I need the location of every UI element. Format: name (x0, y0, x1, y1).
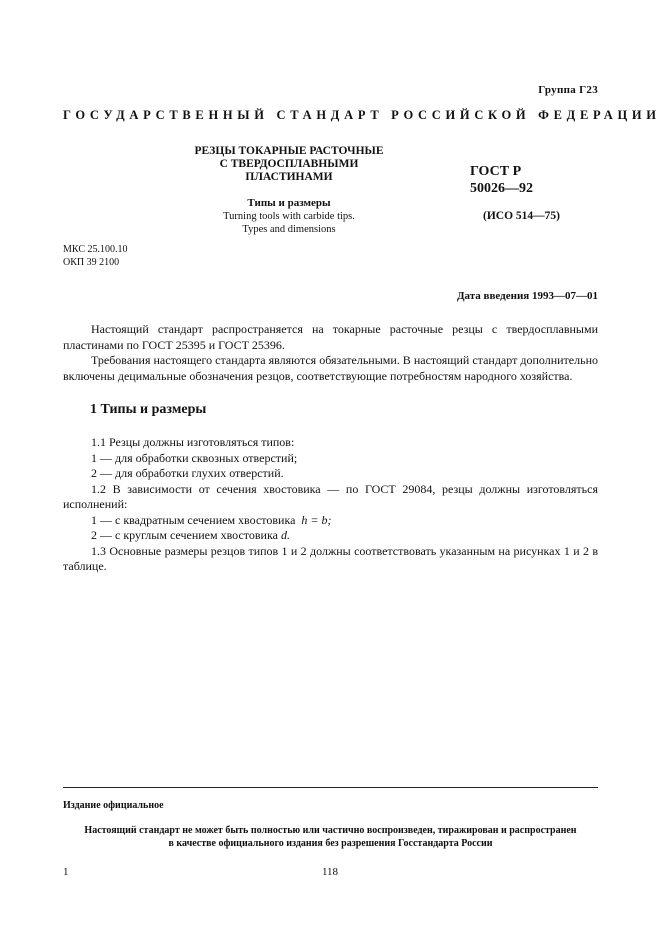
intro-text (63, 322, 598, 384)
copyright-notice (63, 825, 598, 850)
footer-divider (63, 787, 598, 788)
english-title-line-2: Types and dimensions (242, 224, 336, 235)
group-code: Группа Г23 (538, 84, 598, 96)
mks-code: МКС 25.100.10 (63, 244, 128, 255)
english-title-line-1: Turning tools with carbide tips. (223, 211, 355, 222)
gost-number-line-1: ГОСТ Р (470, 164, 522, 179)
title-line-1: РЕЗЦЫ ТОКАРНЫЕ РАСТОЧНЫЕ (194, 145, 384, 157)
intro-paragraph-2: Требования настоящего стандарта являются обязательными. В настоящий стандарт дополнительно включены децимальные обозначения резцов, соответствующие потребностям народного хозяйства. (63, 353, 598, 383)
okp-code: ОКП 39 2100 (63, 256, 120, 268)
standard-header: ГОСУДАРСТВЕННЫЙ СТАНДАРТ РОССИЙСКОЙ ФЕДЕРАЦИИ (63, 108, 661, 122)
clause-1-1: 1.1 Резцы должны изготовляться типов: (91, 435, 295, 449)
gost-number-line-2: 50026—92 (470, 181, 533, 196)
section-body (63, 435, 598, 575)
official-edition-label: Издание официальное (63, 800, 164, 811)
iso-reference: (ИСО 514—75) (483, 210, 560, 222)
clause-1-3: 1.3 Основные размеры резцов типов 1 и 2 должны соответствовать указанным на рисунках 1 и 2 в таблице. (63, 543, 598, 573)
version-2-formula: d. (280, 528, 290, 542)
document-title (180, 145, 398, 209)
copyright-notice-line-1: Настоящий стандарт не может быть полностью или частично воспроизведен, тиражирован и распространен (84, 825, 577, 836)
classification-codes (63, 244, 127, 269)
version-2 (63, 528, 598, 544)
clause-1-2: 1.2 В зависимости от сечения хвостовика — по ГОСТ 29084, резцы должны изготовляться исполнений: (63, 481, 598, 511)
intro-paragraph-1: Настоящий стандарт распространяется на токарные расточные резцы с твердосплавными пластинами по ГОСТ 25395 и ГОСТ 25396. (63, 322, 598, 352)
type-1: 1 — для обработки сквозных отверстий; (91, 450, 298, 465)
english-title (180, 210, 398, 236)
version-1 (63, 513, 598, 529)
page-number: 118 (321, 866, 339, 878)
version-1-formula: h = b; (301, 512, 332, 527)
type-2: 2 — для обработки глухих отверстий. (91, 466, 284, 480)
page-marker: 1 (63, 866, 69, 878)
copyright-notice-line-2: в качестве официального издания без разрешения Госстандарта России (168, 837, 493, 849)
version-1-text: 1 — с квадратным сечением хвостовика (91, 512, 296, 527)
version-2-text: 2 — с круглым сечением хвостовика (91, 528, 278, 542)
gost-number (470, 163, 630, 197)
introduction-date: Дата введения 1993—07—01 (456, 290, 598, 302)
title-line-2: С ТВЕРДОСПЛАВНЫМИ ПЛАСТИНАМИ (219, 158, 359, 183)
document-subtitle: Типы и размеры (247, 197, 331, 209)
section-heading: 1 Типы и размеры (90, 402, 207, 417)
